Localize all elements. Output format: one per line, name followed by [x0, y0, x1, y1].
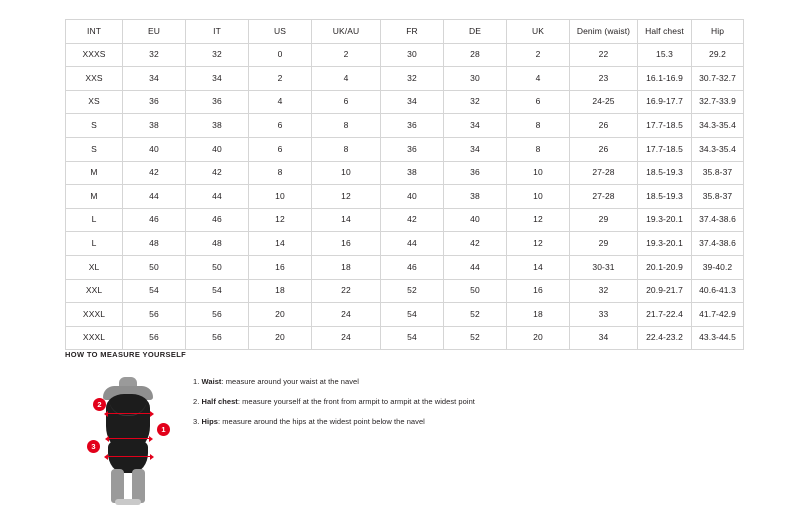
cell-fr: 36 — [381, 137, 444, 161]
cell-fr: 42 — [381, 208, 444, 232]
cell-it: 50 — [186, 255, 249, 279]
cell-fr: 34 — [381, 90, 444, 114]
cell-us: 18 — [249, 279, 312, 303]
cell-de: 30 — [444, 67, 507, 91]
cell-uk-au: 2 — [312, 43, 381, 67]
cell-half-chest: 16.1-16.9 — [638, 67, 692, 91]
cell-int: L — [66, 232, 123, 256]
cell-us: 6 — [249, 114, 312, 138]
cell-fr: 44 — [381, 232, 444, 256]
cell-it: 36 — [186, 90, 249, 114]
cell-uk: 2 — [507, 43, 570, 67]
cell-eu: 54 — [123, 279, 186, 303]
marker-badge-3: 3 — [87, 440, 100, 453]
cell-denim-waist: 29 — [570, 208, 638, 232]
step-number-3: 3. — [193, 417, 200, 426]
cell-it: 34 — [186, 67, 249, 91]
cell-half-chest: 17.7-18.5 — [638, 137, 692, 161]
cell-int: S — [66, 114, 123, 138]
mannequin-figure-container — [65, 369, 185, 509]
cell-uk-au: 14 — [312, 208, 381, 232]
measure-step-half-chest — [193, 397, 475, 406]
cell-hip: 39-40.2 — [692, 255, 744, 279]
hips-measure-arrow-icon — [108, 456, 150, 457]
cell-uk: 10 — [507, 161, 570, 185]
cell-denim-waist: 22 — [570, 43, 638, 67]
cell-it: 44 — [186, 185, 249, 209]
cell-eu: 46 — [123, 208, 186, 232]
column-header-uk: UK — [507, 20, 570, 44]
how-to-measure-body — [65, 369, 745, 509]
cell-int: L — [66, 208, 123, 232]
step-term-waist: Waist — [201, 377, 222, 386]
cell-hip: 30.7-32.7 — [692, 67, 744, 91]
table-row — [66, 90, 744, 114]
table-row — [66, 185, 744, 209]
cell-de: 52 — [444, 303, 507, 327]
cell-it: 56 — [186, 326, 249, 350]
cell-denim-waist: 33 — [570, 303, 638, 327]
cell-hip: 35.8-37 — [692, 185, 744, 209]
cell-uk: 20 — [507, 326, 570, 350]
column-header-fr: FR — [381, 20, 444, 44]
cell-half-chest: 15.3 — [638, 43, 692, 67]
cell-denim-waist: 27-28 — [570, 185, 638, 209]
mannequin-left-leg — [111, 469, 124, 503]
cell-hip: 40.6-41.3 — [692, 279, 744, 303]
cell-uk: 14 — [507, 255, 570, 279]
cell-uk: 10 — [507, 185, 570, 209]
cell-us: 16 — [249, 255, 312, 279]
cell-hip: 37.4-38.6 — [692, 208, 744, 232]
table-row — [66, 137, 744, 161]
mannequin-right-leg — [132, 469, 145, 503]
column-header-denim-waist: Denim (waist) — [570, 20, 638, 44]
column-header-it: IT — [186, 20, 249, 44]
cell-denim-waist: 27-28 — [570, 161, 638, 185]
cell-uk: 16 — [507, 279, 570, 303]
cell-it: 56 — [186, 303, 249, 327]
column-header-hip: Hip — [692, 20, 744, 44]
mannequin-illustration — [95, 377, 161, 505]
cell-int: XL — [66, 255, 123, 279]
cell-hip: 32.7-33.9 — [692, 90, 744, 114]
step-number-1: 1. — [193, 377, 200, 386]
cell-denim-waist: 26 — [570, 114, 638, 138]
cell-half-chest: 19.3-20.1 — [638, 208, 692, 232]
cell-eu: 42 — [123, 161, 186, 185]
cell-de: 42 — [444, 232, 507, 256]
cell-us: 20 — [249, 303, 312, 327]
cell-uk-au: 12 — [312, 185, 381, 209]
cell-hip: 34.3-35.4 — [692, 114, 744, 138]
step-term-half-chest: Half chest — [201, 397, 238, 406]
cell-hip: 41.7-42.9 — [692, 303, 744, 327]
cell-it: 54 — [186, 279, 249, 303]
cell-fr: 30 — [381, 43, 444, 67]
cell-uk-au: 22 — [312, 279, 381, 303]
cell-eu: 32 — [123, 43, 186, 67]
cell-uk: 8 — [507, 114, 570, 138]
cell-denim-waist: 23 — [570, 67, 638, 91]
cell-denim-waist: 24-25 — [570, 90, 638, 114]
column-header-us: US — [249, 20, 312, 44]
column-header-int: INT — [66, 20, 123, 44]
cell-hip: 29.2 — [692, 43, 744, 67]
cell-it: 42 — [186, 161, 249, 185]
cell-uk: 8 — [507, 137, 570, 161]
table-header — [66, 20, 744, 44]
cell-us: 0 — [249, 43, 312, 67]
step-text-half-chest: : measure yourself at the front from armpit to armpit at the widest point — [237, 397, 475, 406]
cell-uk: 12 — [507, 232, 570, 256]
cell-uk-au: 16 — [312, 232, 381, 256]
cell-fr: 40 — [381, 185, 444, 209]
cell-eu: 36 — [123, 90, 186, 114]
table-row — [66, 326, 744, 350]
cell-it: 46 — [186, 208, 249, 232]
cell-uk-au: 18 — [312, 255, 381, 279]
cell-uk-au: 10 — [312, 161, 381, 185]
cell-denim-waist: 30-31 — [570, 255, 638, 279]
cell-it: 32 — [186, 43, 249, 67]
cell-us: 6 — [249, 137, 312, 161]
table-body — [66, 43, 744, 350]
cell-half-chest: 17.7-18.5 — [638, 114, 692, 138]
cell-us: 4 — [249, 90, 312, 114]
cell-uk-au: 24 — [312, 303, 381, 327]
cell-int: S — [66, 137, 123, 161]
table-row — [66, 67, 744, 91]
cell-fr: 54 — [381, 303, 444, 327]
cell-eu: 50 — [123, 255, 186, 279]
cell-half-chest: 20.1-20.9 — [638, 255, 692, 279]
cell-int: XXXL — [66, 303, 123, 327]
cell-uk-au: 4 — [312, 67, 381, 91]
cell-de: 40 — [444, 208, 507, 232]
step-number-2: 2. — [193, 397, 200, 406]
column-header-eu: EU — [123, 20, 186, 44]
cell-half-chest: 22.4-23.2 — [638, 326, 692, 350]
cell-de: 34 — [444, 114, 507, 138]
cell-hip: 43.3-44.5 — [692, 326, 744, 350]
how-to-measure-title: HOW TO MEASURE YOURSELF — [65, 350, 187, 359]
cell-int: XXXL — [66, 326, 123, 350]
cell-eu: 34 — [123, 67, 186, 91]
cell-us: 14 — [249, 232, 312, 256]
cell-uk: 12 — [507, 208, 570, 232]
table-row — [66, 208, 744, 232]
cell-uk-au: 8 — [312, 114, 381, 138]
size-chart-container — [65, 19, 736, 350]
table-row — [66, 279, 744, 303]
table-row — [66, 232, 744, 256]
half-chest-measure-arrow-icon — [108, 413, 150, 414]
table-row — [66, 255, 744, 279]
cell-us: 12 — [249, 208, 312, 232]
cell-eu: 44 — [123, 185, 186, 209]
measure-steps-list — [185, 369, 475, 437]
cell-fr: 36 — [381, 114, 444, 138]
measure-step-waist — [193, 377, 475, 386]
cell-int: M — [66, 161, 123, 185]
cell-denim-waist: 34 — [570, 326, 638, 350]
size-conversion-table — [65, 19, 744, 350]
marker-badge-2: 2 — [93, 398, 106, 411]
step-text-hips: : measure around the hips at the widest point below the navel — [217, 417, 425, 426]
cell-eu: 48 — [123, 232, 186, 256]
cell-int: XXL — [66, 279, 123, 303]
table-row — [66, 43, 744, 67]
cell-hip: 35.8-37 — [692, 161, 744, 185]
cell-us: 8 — [249, 161, 312, 185]
cell-uk-au: 24 — [312, 326, 381, 350]
cell-it: 38 — [186, 114, 249, 138]
cell-int: XXXS — [66, 43, 123, 67]
cell-de: 50 — [444, 279, 507, 303]
cell-it: 48 — [186, 232, 249, 256]
cell-int: XXS — [66, 67, 123, 91]
marker-badge-1: 1 — [157, 423, 170, 436]
cell-us: 2 — [249, 67, 312, 91]
cell-half-chest: 16.9-17.7 — [638, 90, 692, 114]
cell-fr: 32 — [381, 67, 444, 91]
cell-us: 10 — [249, 185, 312, 209]
column-header-de: DE — [444, 20, 507, 44]
cell-it: 40 — [186, 137, 249, 161]
cell-hip: 37.4-38.6 — [692, 232, 744, 256]
cell-half-chest: 19.3-20.1 — [638, 232, 692, 256]
cell-de: 38 — [444, 185, 507, 209]
column-header-half-chest: Half chest — [638, 20, 692, 44]
step-text-waist: : measure around your waist at the navel — [221, 377, 359, 386]
table-row — [66, 114, 744, 138]
cell-half-chest: 21.7-22.4 — [638, 303, 692, 327]
mannequin-stand — [115, 499, 141, 505]
cell-eu: 56 — [123, 303, 186, 327]
cell-fr: 52 — [381, 279, 444, 303]
cell-denim-waist: 29 — [570, 232, 638, 256]
cell-de: 32 — [444, 90, 507, 114]
step-term-hips: Hips — [201, 417, 218, 426]
cell-uk: 6 — [507, 90, 570, 114]
cell-uk: 18 — [507, 303, 570, 327]
cell-hip: 34.3-35.4 — [692, 137, 744, 161]
cell-denim-waist: 26 — [570, 137, 638, 161]
cell-uk-au: 8 — [312, 137, 381, 161]
table-header-row — [66, 20, 744, 44]
cell-half-chest: 18.5-19.3 — [638, 185, 692, 209]
cell-us: 20 — [249, 326, 312, 350]
cell-de: 36 — [444, 161, 507, 185]
cell-int: XS — [66, 90, 123, 114]
table-row — [66, 161, 744, 185]
cell-eu: 56 — [123, 326, 186, 350]
cell-fr: 54 — [381, 326, 444, 350]
cell-de: 44 — [444, 255, 507, 279]
cell-de: 28 — [444, 43, 507, 67]
cell-fr: 38 — [381, 161, 444, 185]
cell-fr: 46 — [381, 255, 444, 279]
cell-eu: 38 — [123, 114, 186, 138]
cell-half-chest: 20.9-21.7 — [638, 279, 692, 303]
cell-de: 34 — [444, 137, 507, 161]
cell-denim-waist: 32 — [570, 279, 638, 303]
table-row — [66, 303, 744, 327]
cell-int: M — [66, 185, 123, 209]
cell-uk-au: 6 — [312, 90, 381, 114]
cell-eu: 40 — [123, 137, 186, 161]
cell-uk: 4 — [507, 67, 570, 91]
column-header-uk-au: UK/AU — [312, 20, 381, 44]
measure-step-hips — [193, 417, 475, 426]
cell-half-chest: 18.5-19.3 — [638, 161, 692, 185]
waist-measure-arrow-icon — [109, 438, 149, 439]
cell-de: 52 — [444, 326, 507, 350]
how-to-measure-section — [65, 350, 745, 509]
